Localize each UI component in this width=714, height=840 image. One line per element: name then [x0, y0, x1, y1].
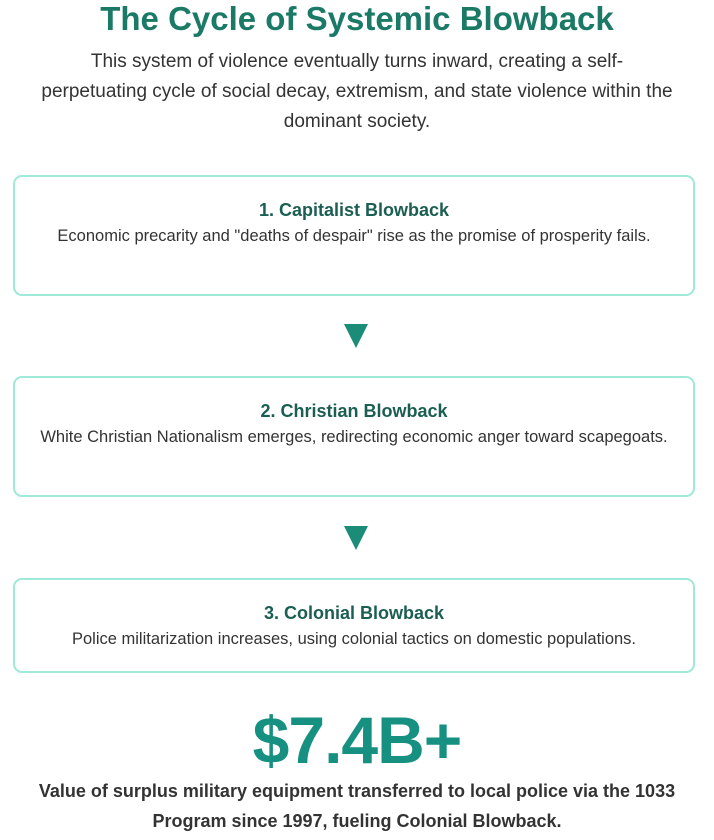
step-card-christian-blowback: [13, 376, 695, 497]
step-description: Economic precarity and "deaths of despair" rise as the promise of prosperity fails.: [57, 227, 651, 245]
triangle-down-icon: [344, 526, 368, 550]
step-description: White Christian Nationalism emerges, redirecting economic anger toward scapegoats.: [40, 428, 668, 446]
step-heading: 1. Capitalist Blowback: [258, 200, 450, 220]
step-card-capitalist-blowback: [13, 175, 695, 296]
stat-value: $7.4B+: [252, 703, 462, 777]
stat-caption: Value of surplus military equipment transferred to local police via the 1033 Program since 1997, fueling Colonial Blowback.: [38, 781, 676, 831]
step-description: Police militarization increases, using colonial tactics on domestic populations.: [71, 630, 637, 648]
page-title: The Cycle of Systemic Blowback: [100, 0, 614, 37]
step-card-colonial-blowback: [13, 578, 695, 673]
intro-text: This system of violence eventually turns inward, creating a self-perpetuating cycle of social decay, extremism, and state violence within the dominant society.: [41, 51, 673, 132]
triangle-down-icon: [344, 324, 368, 348]
step-heading: 3. Colonial Blowback: [263, 603, 445, 623]
step-heading: 2. Christian Blowback: [260, 401, 448, 421]
